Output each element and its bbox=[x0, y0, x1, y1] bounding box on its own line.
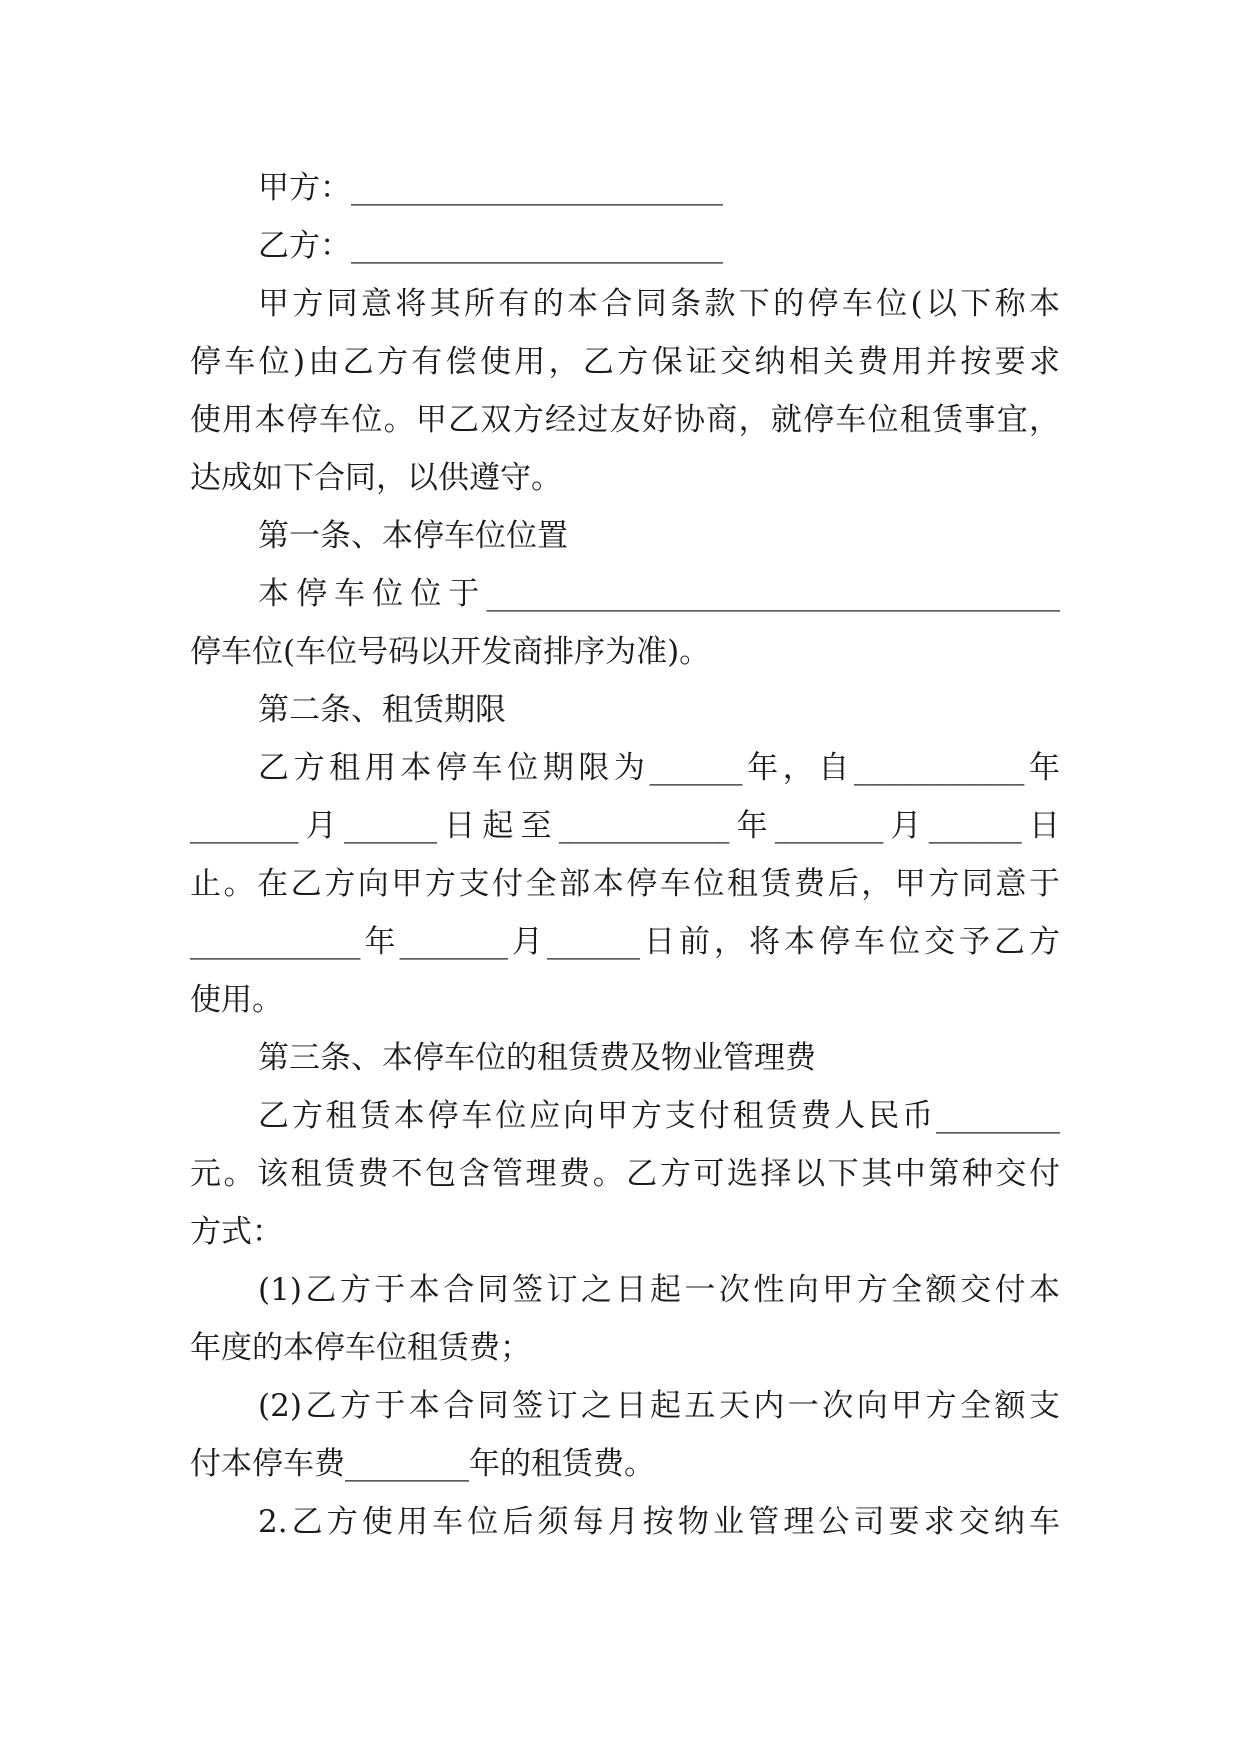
article-2-line-4: ___________年_______月______日前，将本停车位交予乙方 bbox=[190, 924, 1060, 960]
article-2-line-1: 乙方租用本停车位期限为______年，自___________年 bbox=[258, 750, 1060, 786]
preamble-line-4: 达成如下合同，以供遵守。 bbox=[190, 460, 562, 496]
preamble-line-3: 使用本停车位。甲乙双方经过友好协商，就停车位租赁事宜， bbox=[190, 402, 1060, 438]
option-2-line-1: (2)乙方于本合同签订之日起五天内一次向甲方全额支 bbox=[258, 1388, 1060, 1424]
option-1-line-2: 年度的本停车位租赁费； bbox=[190, 1330, 531, 1366]
article-1-line-1: 本停车位位于_____________________________________ bbox=[258, 576, 1060, 612]
preamble-line-2: 停车位)由乙方有偿使用，乙方保证交纳相关费用并按要求 bbox=[190, 344, 1060, 380]
article-1-heading: 第一条、本停车位位置 bbox=[258, 518, 568, 554]
article-2-line-2: _______月______日起至___________年_______月______日 bbox=[190, 808, 1060, 844]
article-3-line-1: 乙方租赁本停车位应向甲方支付租赁费人民币________ bbox=[258, 1098, 1060, 1134]
article-2-heading: 第二条、租赁期限 bbox=[258, 692, 506, 728]
party-b-line: 乙方：________________________ bbox=[258, 228, 723, 264]
article-2-line-3: 止。在乙方向甲方支付全部本停车位租赁费后，甲方同意于 bbox=[190, 866, 1060, 902]
clause-2-line-1: 2.乙方使用车位后须每月按物业管理公司要求交纳车 bbox=[258, 1504, 1060, 1540]
option-2-line-2: 付本停车费________年的租赁费。 bbox=[190, 1446, 655, 1482]
article-3-line-2: 元。该租赁费不包含管理费。乙方可选择以下其中第种交付 bbox=[190, 1156, 1060, 1192]
article-2-line-5: 使用。 bbox=[190, 982, 283, 1018]
party-a-line: 甲方：________________________ bbox=[258, 170, 723, 206]
article-3-line-3: 方式： bbox=[190, 1214, 283, 1250]
preamble-line-1: 甲方同意将其所有的本合同条款下的停车位(以下称本 bbox=[258, 286, 1060, 322]
article-3-heading: 第三条、本停车位的租赁费及物业管理费 bbox=[258, 1040, 816, 1076]
article-1-line-2: 停车位(车位号码以开发商排序为准)。 bbox=[190, 634, 711, 670]
option-1-line-1: (1)乙方于本合同签订之日起一次性向甲方全额交付本 bbox=[258, 1272, 1060, 1308]
